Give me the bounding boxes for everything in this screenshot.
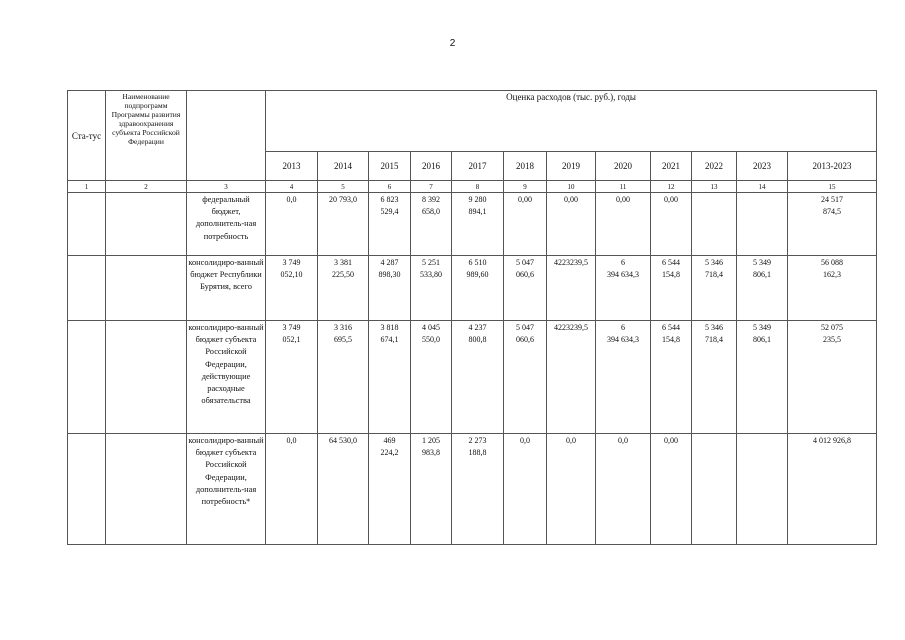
value-line: 52 075 — [821, 323, 844, 332]
value-line: 5 251 — [422, 258, 440, 267]
value-cell — [692, 434, 737, 545]
value-cell — [547, 256, 596, 321]
column-number: 9 — [504, 181, 547, 193]
year-header: 2015 — [369, 152, 411, 181]
value-line: 0,0 — [286, 436, 297, 445]
value-cell — [318, 434, 369, 545]
value-line: 225,50 — [332, 270, 354, 279]
value-line: 0,00 — [664, 195, 678, 204]
value-line: 469 — [383, 436, 396, 445]
value-cell — [452, 193, 504, 256]
subprogram-cell — [106, 193, 187, 256]
value-line: 224,2 — [380, 448, 399, 457]
value-cell — [596, 256, 651, 321]
value-line: 529,4 — [380, 207, 399, 216]
value-cell — [788, 321, 877, 434]
value-line: 874,5 — [823, 207, 842, 216]
value-cell — [504, 193, 547, 256]
subprogram-cell — [106, 321, 187, 434]
value-line: 3 749 — [282, 258, 301, 267]
value-line: 6 544 — [662, 323, 680, 332]
year-header: 2014 — [318, 152, 369, 181]
column-number: 7 — [411, 181, 452, 193]
column-number: 2 — [106, 181, 187, 193]
value-line: 1 205 — [422, 436, 440, 445]
status-cell — [68, 193, 106, 256]
value-line: 718,4 — [705, 270, 723, 279]
value-cell — [788, 434, 877, 545]
column-number: 10 — [547, 181, 596, 193]
value-cell — [411, 256, 452, 321]
value-line: 162,3 — [823, 270, 842, 279]
value-cell — [547, 321, 596, 434]
value-cell — [411, 321, 452, 434]
value-line: 3 381 — [334, 258, 352, 267]
value-line: 806,1 — [753, 335, 771, 344]
header-subprogram-name: Наименование подпрограмм Программы развития здравоохранения субъекта Российской Федерации — [106, 91, 187, 181]
value-line: 5 346 — [705, 258, 723, 267]
value-line: 0,00 — [518, 195, 532, 204]
column-number: 8 — [452, 181, 504, 193]
value-line: 894,1 — [468, 207, 487, 216]
value-line: 052,10 — [280, 270, 303, 279]
funding-source: консолидиро-ванный бюджет Республики Бурятия, всего — [187, 256, 266, 321]
value-line: 806,1 — [753, 270, 771, 279]
column-number: 14 — [737, 181, 788, 193]
value-cell — [318, 256, 369, 321]
value-cell — [504, 256, 547, 321]
value-cell — [411, 193, 452, 256]
value-line: 6 — [621, 323, 625, 332]
value-line: 20 793,0 — [329, 195, 357, 204]
value-cell — [651, 193, 692, 256]
value-line: 8 392 — [422, 195, 440, 204]
value-cell — [692, 321, 737, 434]
column-number: 12 — [651, 181, 692, 193]
value-line: 5 346 — [705, 323, 723, 332]
value-cell — [651, 434, 692, 545]
value-cell — [504, 321, 547, 434]
value-line: 052,1 — [282, 335, 301, 344]
value-line: 6 544 — [662, 258, 680, 267]
value-line: 718,4 — [705, 335, 723, 344]
year-header: 2020 — [596, 152, 651, 181]
value-line: 5 349 — [753, 258, 771, 267]
value-line: 989,60 — [466, 270, 489, 279]
value-cell — [596, 321, 651, 434]
column-number: 15 — [788, 181, 877, 193]
value-cell — [411, 434, 452, 545]
column-number: 5 — [318, 181, 369, 193]
value-cell — [369, 256, 411, 321]
value-line: 188,8 — [468, 448, 487, 457]
year-header: 2023 — [737, 152, 788, 181]
value-line: 4 045 — [422, 323, 440, 332]
value-line: 0,00 — [616, 195, 630, 204]
value-cell — [266, 193, 318, 256]
value-line: 0,0 — [286, 195, 297, 204]
column-number: 1 — [68, 181, 106, 193]
value-cell — [651, 256, 692, 321]
value-line: 0,0 — [618, 436, 628, 445]
value-line: 5 349 — [753, 323, 771, 332]
column-number: 3 — [187, 181, 266, 193]
value-line: 4 237 — [468, 323, 487, 332]
value-cell — [452, 256, 504, 321]
subprogram-cell — [106, 434, 187, 545]
value-line: 6 510 — [468, 258, 487, 267]
status-cell — [68, 321, 106, 434]
value-line: 0,00 — [564, 195, 578, 204]
value-cell — [266, 434, 318, 545]
value-line: 64 530,0 — [329, 436, 357, 445]
value-cell — [692, 193, 737, 256]
value-line: 394 634,3 — [607, 335, 639, 344]
value-line: 154,8 — [662, 270, 680, 279]
column-number: 4 — [266, 181, 318, 193]
value-cell — [369, 434, 411, 545]
column-number: 13 — [692, 181, 737, 193]
value-line: 394 634,3 — [607, 270, 639, 279]
value-cell — [266, 256, 318, 321]
value-line: 898,30 — [378, 270, 401, 279]
value-cell — [737, 193, 788, 256]
value-cell — [266, 321, 318, 434]
year-header: 2022 — [692, 152, 737, 181]
value-cell — [452, 434, 504, 545]
column-number: 6 — [369, 181, 411, 193]
header-source — [187, 91, 266, 181]
value-line: 4223239,5 — [554, 323, 588, 332]
value-line: 3 749 — [282, 323, 301, 332]
value-cell — [737, 434, 788, 545]
value-line: 060,6 — [516, 335, 534, 344]
page-number: 2 — [449, 38, 456, 49]
budget-table — [67, 90, 877, 545]
value-line: 154,8 — [662, 335, 680, 344]
status-cell — [68, 256, 106, 321]
column-number-row — [68, 181, 877, 193]
year-header: 2021 — [651, 152, 692, 181]
value-line: 3 818 — [380, 323, 399, 332]
value-line: 6 — [621, 258, 625, 267]
status-cell — [68, 434, 106, 545]
column-number: 11 — [596, 181, 651, 193]
value-line: 24 517 — [821, 195, 844, 204]
value-line: 3 316 — [334, 323, 352, 332]
value-line: 060,6 — [516, 270, 534, 279]
value-cell — [788, 256, 877, 321]
value-cell — [651, 321, 692, 434]
value-cell — [596, 434, 651, 545]
header-status: Ста-тус — [68, 91, 106, 181]
funding-source: консолидиро-ванный бюджет субъекта Российской Федерации, действующие расходные обязательства — [187, 321, 266, 434]
year-header: 2017 — [452, 152, 504, 181]
value-cell — [737, 321, 788, 434]
value-line: 5 047 — [516, 258, 534, 267]
value-line: 550,0 — [422, 335, 440, 344]
value-line: 695,5 — [334, 335, 352, 344]
value-cell — [504, 434, 547, 545]
value-line: 56 088 — [821, 258, 844, 267]
funding-source: консолидиро-ванный бюджет субъекта Российской Федерации, дополнитель-ная потребность* — [187, 434, 266, 545]
value-cell — [547, 434, 596, 545]
value-line: 9 280 — [468, 195, 487, 204]
funding-source: федеральный бюджет, дополнитель-ная потребность — [187, 193, 266, 256]
table-body — [68, 193, 877, 545]
value-line: 0,0 — [566, 436, 576, 445]
value-line: 800,8 — [468, 335, 487, 344]
year-header: 2019 — [547, 152, 596, 181]
value-cell — [788, 193, 877, 256]
value-line: 235,5 — [823, 335, 842, 344]
value-cell — [318, 193, 369, 256]
value-line: 983,8 — [422, 448, 440, 457]
value-cell — [737, 256, 788, 321]
year-header: 2018 — [504, 152, 547, 181]
value-line: 5 047 — [516, 323, 534, 332]
value-cell — [547, 193, 596, 256]
value-line: 4223239,5 — [554, 258, 588, 267]
table-row — [68, 434, 877, 545]
value-line: 0,0 — [520, 436, 530, 445]
value-cell — [369, 193, 411, 256]
table-row — [68, 193, 877, 256]
value-cell — [369, 321, 411, 434]
value-line: 0,00 — [664, 436, 678, 445]
value-cell — [692, 256, 737, 321]
value-line: 658,0 — [422, 207, 440, 216]
value-line: 4 287 — [380, 258, 399, 267]
year-header: 2013-2023 — [788, 152, 877, 181]
value-line: 6 823 — [380, 195, 399, 204]
value-line: 2 273 — [468, 436, 487, 445]
subprogram-cell — [106, 256, 187, 321]
year-header: 2016 — [411, 152, 452, 181]
table-row — [68, 256, 877, 321]
value-cell — [452, 321, 504, 434]
value-cell — [318, 321, 369, 434]
header-estimate: Оценка расходов (тыс. руб.), годы — [266, 91, 877, 152]
table-row — [68, 321, 877, 434]
value-line: 4 012 926,8 — [813, 436, 852, 445]
year-header: 2013 — [266, 152, 318, 181]
value-cell — [596, 193, 651, 256]
value-line: 533,80 — [420, 270, 442, 279]
value-line: 674,1 — [380, 335, 399, 344]
